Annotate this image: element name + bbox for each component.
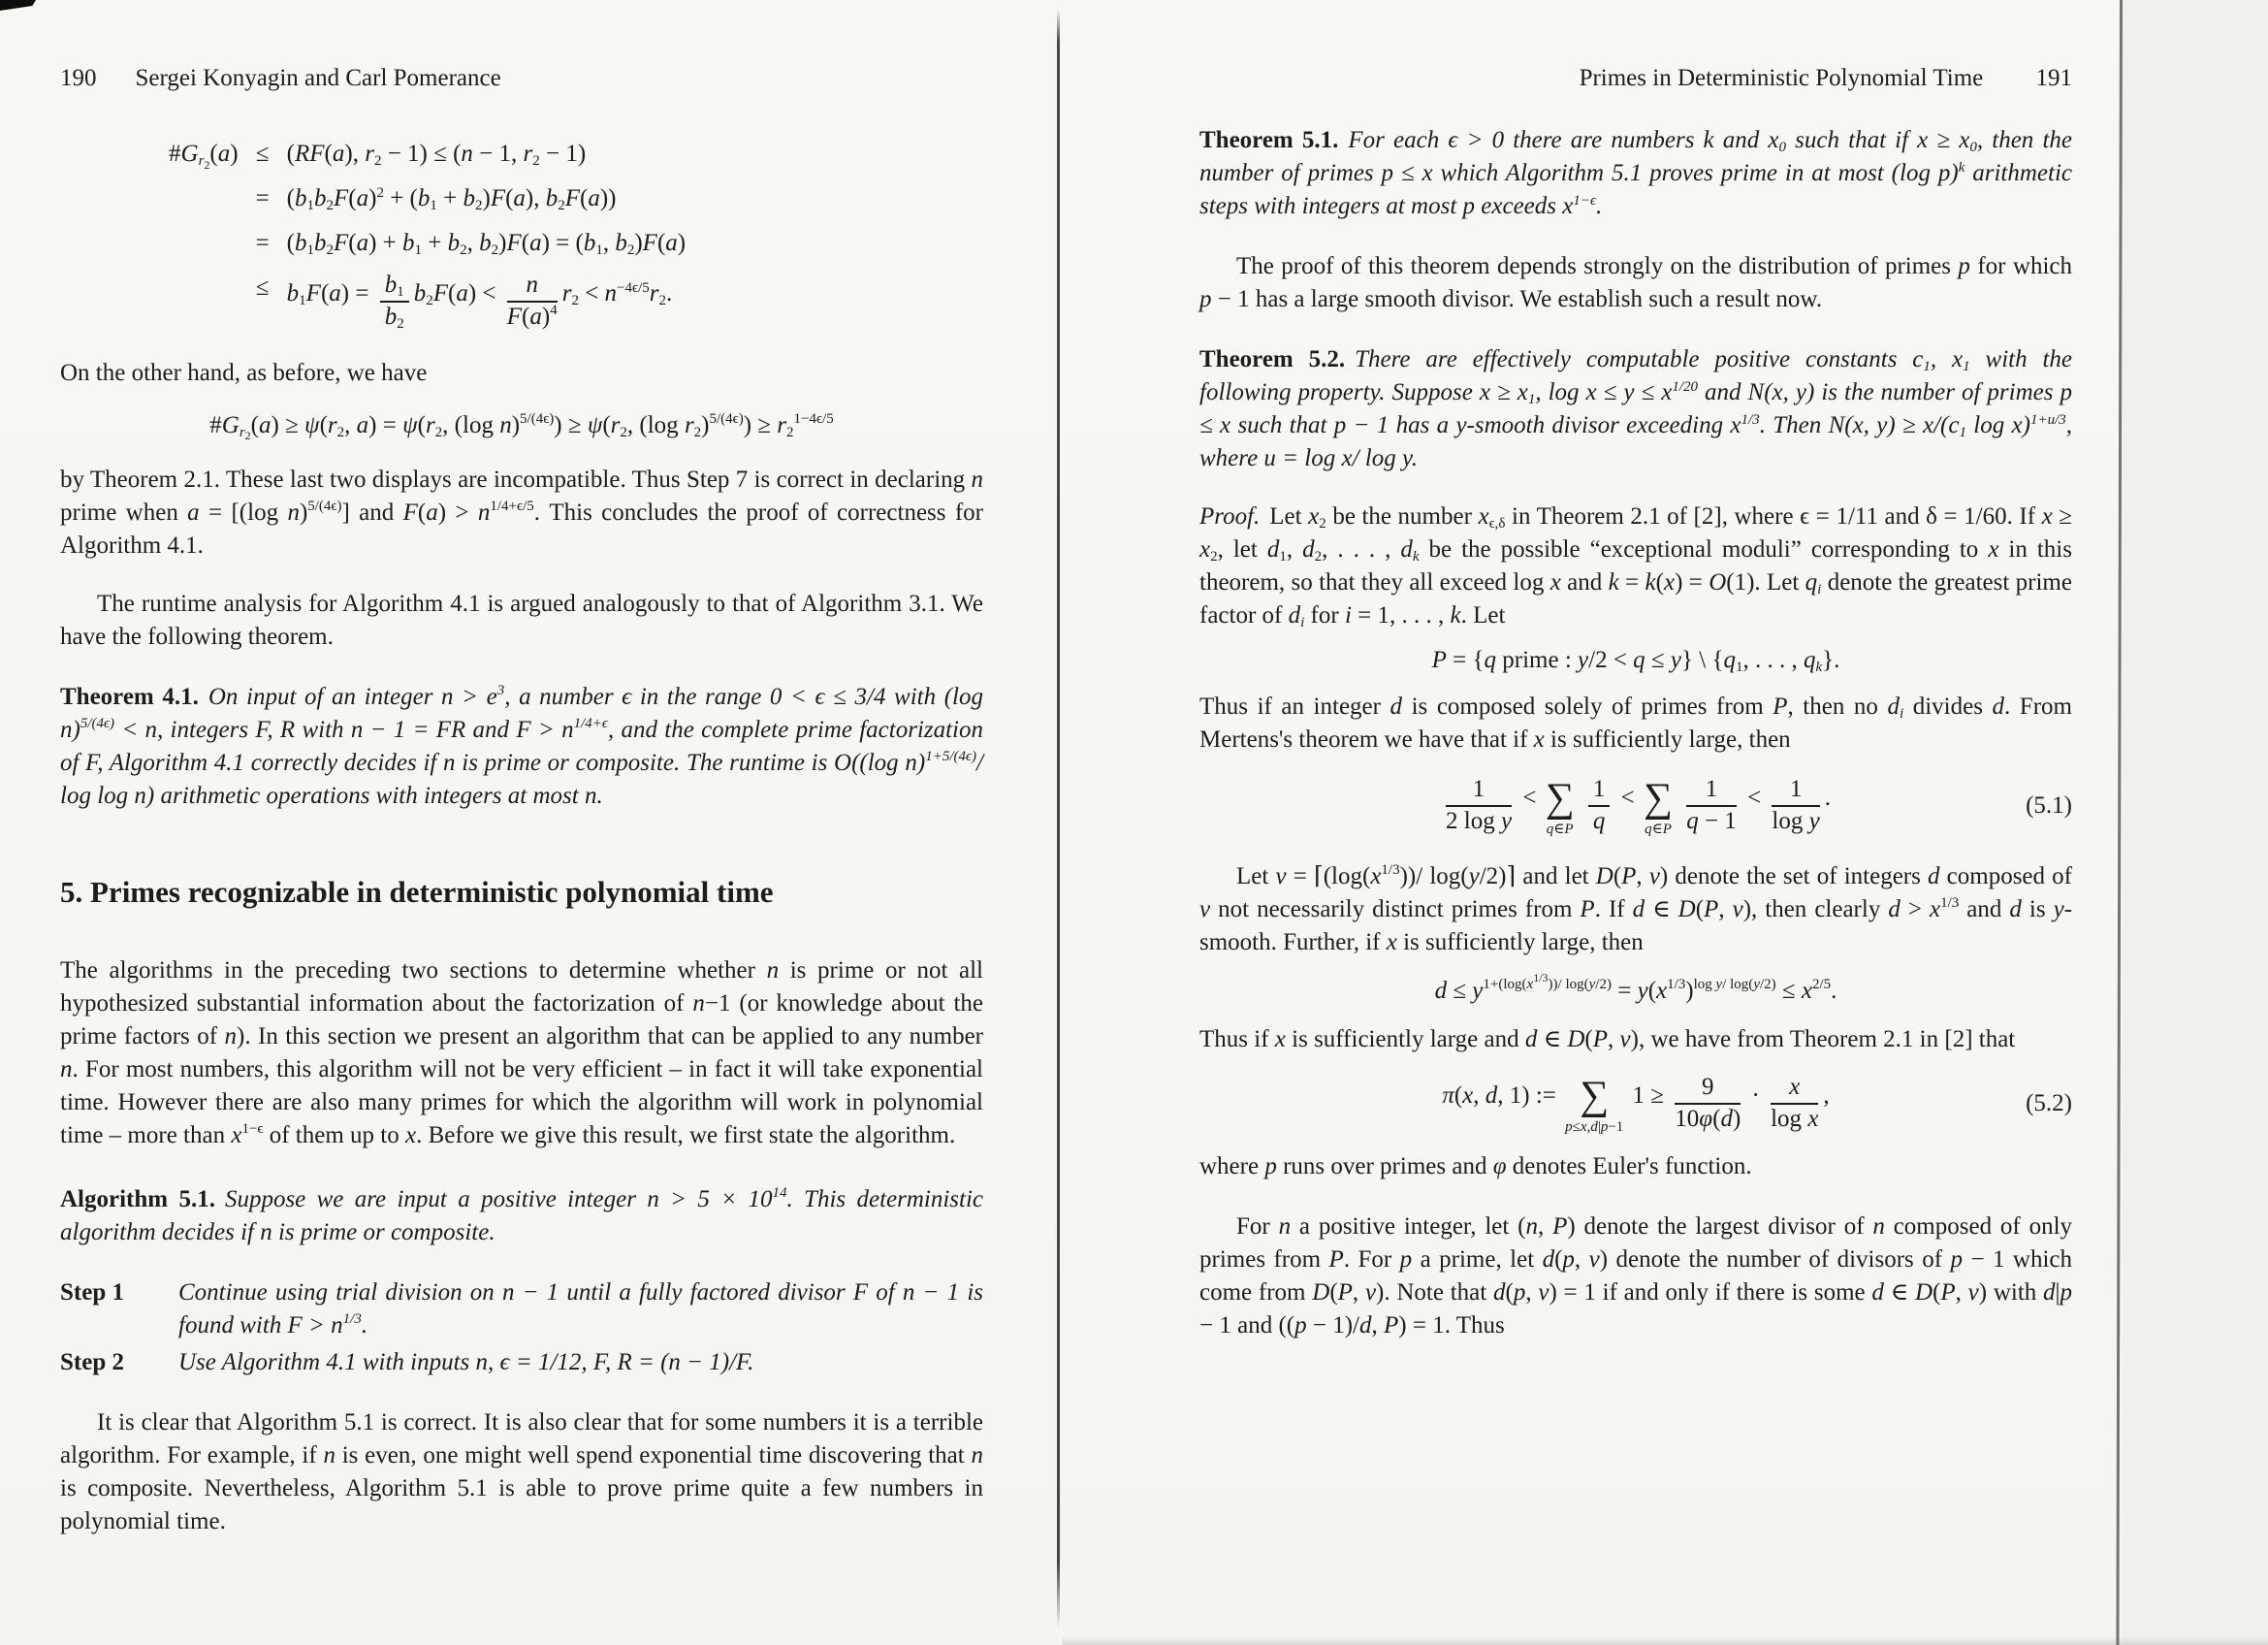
theorem-5-2-label: Theorem 5.2. xyxy=(1199,346,1346,372)
equation-5-1-formula: $\frac{1}{\text{2 log y}}$ < ∑ q∈P $\frac{1}{q}$ < ∑ q∈P $\frac{1}{q - 1}$ < $\frac{1}{\text{log y}}$ . xyxy=(1446,775,1831,837)
algorithm-5-1-body: Suppose we are input a positive integer $n > 5 \times 10^{14}$. This deterministic algorithm decides if n is prime or composite. xyxy=(60,1185,984,1245)
paragraph-section-intro: The algorithms in the preceding two sections to determine whether n is prime or not all hypothesized substantial information about the factorization of n−1 (or knowledge about the prime factors of n). In this section we present an algorithm that can be applied to any number n. For most numbers, this algorithm will not be very efficient – in fact it will take exponential time. However there are also many primes for which the algorithm will work in polynomial time – more than $x^{1-\epsilon}$ of them up to x. Before we give this result, we first state the algorithm. xyxy=(60,956,984,1148)
theorem-5-1 xyxy=(1199,124,2072,223)
paragraph-let-v: Let $v = ⌈(\log(x^{1/3}))/$ log(y/2)⌉ and let D(P, v) denote the set of integers d composed of v not necessarily distinct primes from P. If d ∈ D(P, v), then clearly $d > x^{1/3}$ and d is y-smooth. Further, if x is sufficiently large, then xyxy=(1199,862,2073,955)
scan-outer-margin xyxy=(2123,0,2268,1645)
equation-block-gr2-bound xyxy=(169,138,983,332)
step-1-body: Continue using trial division on n − 1 until a fully factored divisor F of n − 1 is found with $F > n^{1/3}$. xyxy=(178,1278,983,1339)
running-head-title: Primes in Deterministic Polynomial Time xyxy=(1579,65,1984,91)
equation-relation: ≤ xyxy=(255,141,270,167)
theorem-4-1-body: On input of an integer $n > e^3$, a number ϵ in the range 0 < ϵ ≤ 3/4 with (log n)$^{5/(4\epsilon)}$ < n, integers F, R with n − 1 = FR and $F > n^{1/4+\epsilon}$, and the complete prime factorization of F, Algorithm 4.1 correctly decides if n is prime or composite. The runtime is O((log n)$^{1+5/(4\epsilon)}$/ log log n) arithmetic operations with integers at most n. xyxy=(60,683,983,809)
paragraph-thus-integer: Thus if an integer d is composed solely of primes from P, then no $d_i$ divides d. From Mertens's theorem we have that if x is sufficiently large, then xyxy=(1199,693,2072,753)
equation-5-2 xyxy=(1199,1074,2072,1135)
page-right xyxy=(1199,0,2072,1342)
running-head-authors: Sergei Konyagin and Carl Pomerance xyxy=(135,65,501,91)
equation-relation: ≤ xyxy=(255,274,270,301)
display-d-bound: $d \le y^{1+(log(x^{1/3}))/ log(y/2)} = y(x^{1/3})^{log y/ log(y/2)} \le x^{2/5}$. xyxy=(1434,971,1837,1004)
paragraph-thus-large: Thus if x is sufficiently large and d ∈ D(P, v), we have from Theorem 2.1 in [2] that xyxy=(1199,1025,2016,1052)
equation-5-2-tag: (5.2) xyxy=(2026,1090,2072,1117)
algorithm-steps xyxy=(60,1276,983,1379)
equation-relation: = xyxy=(255,185,270,211)
theorem-5-1-body: For each ϵ > 0 there are numbers k and $x_0$ such that if $x \ge x_0$, then the number of primes p ≤ x which Algorithm 5.1 proves prime in at most (log p)$^k$ arithmetic steps with integers at most p exceeds $x^{1-\epsilon}$. xyxy=(1199,127,2072,219)
equation-5-2-formula: π(x, d, 1) := ∑ p≤x,d|p−1 1 ≥ $\frac{9}{10\varphi(d)}$ · $\frac{x}{\text{log x}}$ , xyxy=(1442,1073,1830,1135)
step-2 xyxy=(60,1346,983,1379)
proof-label: Proof. xyxy=(1199,503,1261,530)
equation-lhs xyxy=(169,182,239,215)
theorem-5-1-label: Theorem 5.1. xyxy=(1199,127,1339,153)
display-set-p: P = {q prime : y/2 < q ≤ y} \ {$q_1$, . . . , $q_k$}. xyxy=(1431,647,1840,676)
step-1-label: Step 1 xyxy=(60,1278,124,1306)
theorem-5-2 xyxy=(1199,343,2072,475)
paragraph-proof-depends: The proof of this theorem depends strongly on the distribution of primes p for which p − 1 has a large smooth divisor. We establish such a result now. xyxy=(1199,253,2072,312)
equation-lhs xyxy=(169,272,239,332)
equation-5-1 xyxy=(1199,776,2072,837)
theorem-4-1-label: Theorem 4.1. xyxy=(60,683,199,710)
equation-relation: = xyxy=(255,230,270,256)
scan-bottom-shadow xyxy=(1062,1636,2268,1645)
theorem-5-2-body: There are effectively computable positive constants $c_1$, $x_1$ with the following property. Suppose $x \ge x_1$, $\log x \le y \le x^{1/20}$ and N(x, y) is the number of primes p ≤ x such that p − 1 has a y-smooth divisor exceeding $x^{1/3}$. Then N(x, $y) \ge x/(c_1$ log x)$^{1+u/3}$, where u = log x/ log y. xyxy=(1199,346,2072,471)
paragraph-for-n: For n a positive integer, let (n, P) denote the largest divisor of n composed of only primes from P. For p a prime, let d(p, v) denote the number of divisors of p − 1 which come from D(P, v). Note that d(p, v) = 1 if and only if there is some d ∈ D(P, v) with d|p − 1 and ((p − 1)/d, P) = 1. Thus xyxy=(1199,1212,2073,1339)
proof-paragraph xyxy=(1199,500,2072,632)
equation-5-1-tag: (5.1) xyxy=(2026,792,2072,820)
page-number-left: 190 xyxy=(60,65,97,91)
proof-body: Let $x_2$ be the number $x_{\epsilon,\delta}$ in Theorem 2.1 of [2], where ϵ = 1/11 and δ = 1/60. If $x \ge x_2$, let $d_1$, $d_2$, . . . , $d_k$ be the possible “exceptional moduli” corresponding to x in this theorem, so that they all exceed log x and k = k(x) = O(1). Let $q_i$ denote the greatest prime factor of $d_i$ for i = 1, . . . , k. Let xyxy=(1199,503,2072,631)
page-gutter-line xyxy=(1057,10,1060,1628)
scan-corner-mark xyxy=(0,0,36,11)
paragraph-it-is-clear: It is clear that Algorithm 5.1 is correct. It is also clear that for some numbers it is a terrible algorithm. For example, if n is even, one might well spend exponential time discovering that n is composite. Nevertheless, Algorithm 5.1 is able to prove prime quite a few numbers in polynomial time. xyxy=(60,1408,983,1534)
paragraph-runtime-analysis: The runtime analysis for Algorithm 4.1 is argued analogously to that of Algorithm 3.1. We have the following theorem. xyxy=(60,590,983,650)
equation-rhs: ($b_1b_2F(a)^2 + (b_1 + b_2)F(a)$, $b_2F(a)$) xyxy=(286,184,617,214)
step-2-label: Step 2 xyxy=(60,1348,124,1375)
equation-rhs: ($b_1b_2F(a) + b_1 + b_2$, $b_2)F(a) = (b_1$, $b_2)F(a)$ xyxy=(286,230,687,259)
paragraph-by-theorem: by Theorem 2.1. These last two displays are incompatible. Thus Step 7 is correct in declaring n prime when a = [(log n)$^{5/(4\epsilon)}$] and $F(a) > n^{1/4+\epsilon/5}$. This concludes the proof of correctness for Algorithm 4.1. xyxy=(60,466,983,559)
equation-rhs: $b_1F(a)$ = $\frac{b_1}{b_2}$ $b_2F(a)$ < $\frac{n}{F(a)^4}$ $r_2 < n^{-4\epsilon/5}r_2$. xyxy=(286,272,673,332)
paragraph-where-p: where p runs over primes and φ denotes Euler's function. xyxy=(1199,1152,1752,1179)
equation-lhs: $\#G_{r_2}(a)$ xyxy=(169,141,239,172)
step-1 xyxy=(60,1276,983,1342)
theorem-4-1 xyxy=(60,681,983,813)
equation-lhs xyxy=(169,227,239,260)
running-head-right xyxy=(1199,62,2072,95)
page-left xyxy=(60,0,983,1538)
algorithm-5-1 xyxy=(60,1183,983,1249)
algorithm-5-1-label: Algorithm 5.1. xyxy=(60,1185,215,1212)
page-number-right: 191 xyxy=(2035,65,2072,91)
running-head-left xyxy=(60,62,983,95)
equation-rhs: (RF(a), $r_2 - 1) \le (n - 1$, $r_2 - 1$) xyxy=(286,141,587,170)
paragraph-other-hand: On the other hand, as before, we have xyxy=(60,359,428,386)
step-2-body: Use Algorithm 4.1 with inputs n, ϵ = 1/12, F, R = (n − 1)/F. xyxy=(178,1348,754,1375)
section-5-heading: 5. Primes recognizable in deterministic polynomial time xyxy=(60,874,774,909)
equation-psi-bound: $\#G_{r_2}(a) \ge \psi(r_2$, $a) = \psi(r_2$, (log $n)^{5/(4\epsilon)}) \ge \psi(r_2$, (log $r_2)^{5/(4\epsilon)}) \ge r_2^{1-4\epsilon/5}$ xyxy=(209,411,834,443)
